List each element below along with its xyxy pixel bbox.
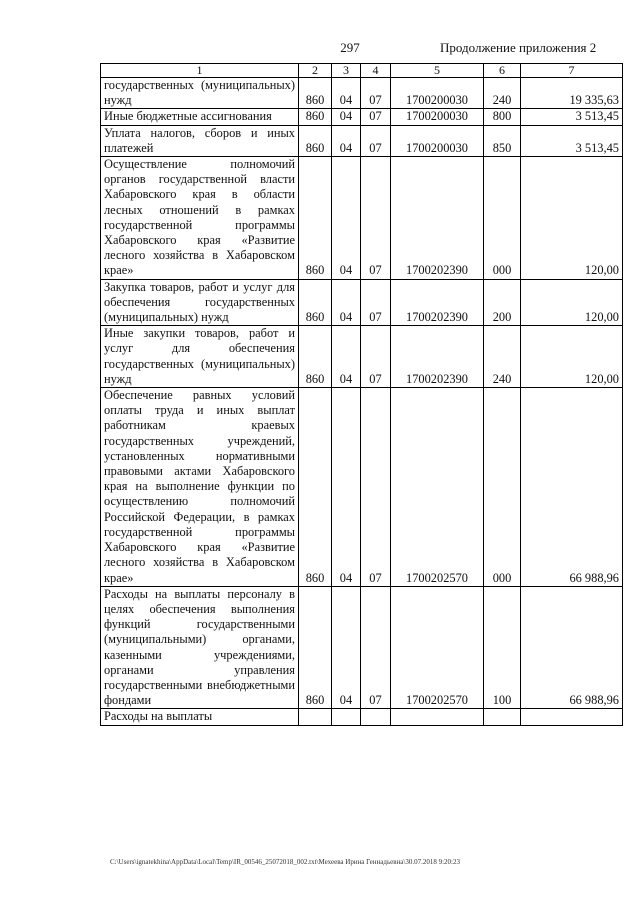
table-row: [101, 709, 623, 725]
column-header: 4: [361, 64, 391, 78]
subsection-code: 07: [361, 78, 391, 109]
amount: 120,00: [521, 157, 623, 280]
target-item-code: 1700202390: [391, 326, 484, 388]
section-code: 04: [332, 388, 361, 587]
table-row: [101, 78, 623, 109]
ministry-code: 860: [299, 157, 332, 280]
target-item-code: 1700202390: [391, 279, 484, 326]
section-code: 04: [332, 109, 361, 125]
column-header: 7: [521, 64, 623, 78]
ministry-code: 860: [299, 586, 332, 709]
expense-item-name: Расходы на выплаты: [101, 709, 299, 725]
ministry-code: [299, 709, 332, 725]
column-header: 2: [299, 64, 332, 78]
section-code: 04: [332, 78, 361, 109]
ministry-code: 860: [299, 125, 332, 156]
subsection-code: 07: [361, 125, 391, 156]
subsection-code: 07: [361, 326, 391, 388]
amount: 66 988,96: [521, 388, 623, 587]
ministry-code: 860: [299, 388, 332, 587]
column-header: 6: [484, 64, 521, 78]
subsection-code: 07: [361, 586, 391, 709]
column-header: 1: [101, 64, 299, 78]
expense-item-name: Расходы на выплаты персоналу в целях обеспечения выполнения функций государственными (муниципальными) органами, казенными учреждениями, органами управления государственными внебюджетными фондами: [101, 586, 299, 709]
expense-type-code: 000: [484, 157, 521, 280]
ministry-code: 860: [299, 78, 332, 109]
section-code: 04: [332, 326, 361, 388]
expense-type-code: 000: [484, 388, 521, 587]
expense-type-code: [484, 709, 521, 725]
column-number-row: [101, 64, 623, 78]
ministry-code: 860: [299, 326, 332, 388]
table-row: [101, 326, 623, 388]
target-item-code: 1700202390: [391, 157, 484, 280]
document-file-path: C:\Users\ignatekhina\AppData\Local\Temp\IR_00546_25072018_002.txt\Мехеева Ирина Геннадьевна\30.07.2018 9:20:23: [110, 858, 460, 866]
ministry-code: 860: [299, 279, 332, 326]
target-item-code: [391, 709, 484, 725]
section-code: 04: [332, 157, 361, 280]
expense-type-code: 850: [484, 125, 521, 156]
table-row: [101, 157, 623, 280]
expense-type-code: 100: [484, 586, 521, 709]
subsection-code: 07: [361, 388, 391, 587]
budget-table: [100, 63, 623, 726]
appendix-continuation-label: Продолжение приложения 2: [440, 40, 597, 55]
amount: 19 335,63: [521, 78, 623, 109]
page-number: 297: [340, 40, 360, 55]
amount: 66 988,96: [521, 586, 623, 709]
section-code: 04: [332, 586, 361, 709]
table-row: [101, 586, 623, 709]
target-item-code: 1700200030: [391, 78, 484, 109]
expense-item-name: Иные бюджетные ассигнования: [101, 109, 299, 125]
expense-item-name: Иные закупки товаров, работ и услуг для обеспечения государственных (муниципальных) нужд: [101, 326, 299, 388]
subsection-code: 07: [361, 279, 391, 326]
expense-type-code: 240: [484, 78, 521, 109]
expense-item-name: Обеспечение равных условий оплаты труда и иных выплат работникам краевых государственных учреждений, установленных нормативными правовыми актами Хабаровского края на выполнение функции по осуществлению полномочий Российской Федерации, в рамках государственной программы Хабаровского края «Развитие лесного хозяйства в Хабаровском крае»: [101, 388, 299, 587]
table-row: [101, 125, 623, 156]
target-item-code: 1700200030: [391, 109, 484, 125]
section-code: 04: [332, 279, 361, 326]
table-row: [101, 388, 623, 587]
target-item-code: 1700202570: [391, 586, 484, 709]
target-item-code: 1700200030: [391, 125, 484, 156]
subsection-code: 07: [361, 109, 391, 125]
amount: 120,00: [521, 326, 623, 388]
expense-item-name: Уплата налогов, сборов и иных платежей: [101, 125, 299, 156]
table-row: [101, 109, 623, 125]
expense-type-code: 240: [484, 326, 521, 388]
amount: 3 513,45: [521, 109, 623, 125]
target-item-code: 1700202570: [391, 388, 484, 587]
subsection-code: [361, 709, 391, 725]
column-header: 5: [391, 64, 484, 78]
section-code: [332, 709, 361, 725]
expense-item-name: Закупка товаров, работ и услуг для обеспечения государственных (муниципальных) нужд: [101, 279, 299, 326]
expense-type-code: 200: [484, 279, 521, 326]
amount: [521, 709, 623, 725]
expense-item-name: государственных (муниципальных) нужд: [101, 78, 299, 109]
section-code: 04: [332, 125, 361, 156]
amount: 3 513,45: [521, 125, 623, 156]
ministry-code: 860: [299, 109, 332, 125]
amount: 120,00: [521, 279, 623, 326]
subsection-code: 07: [361, 157, 391, 280]
table-row: [101, 279, 623, 326]
expense-type-code: 800: [484, 109, 521, 125]
expense-item-name: Осуществление полномочий органов государственной власти Хабаровского края в области лесных отношений в рамках государственной программы Хабаровского края «Развитие лесного хозяйства в Хабаровском крае»: [101, 157, 299, 280]
column-header: 3: [332, 64, 361, 78]
